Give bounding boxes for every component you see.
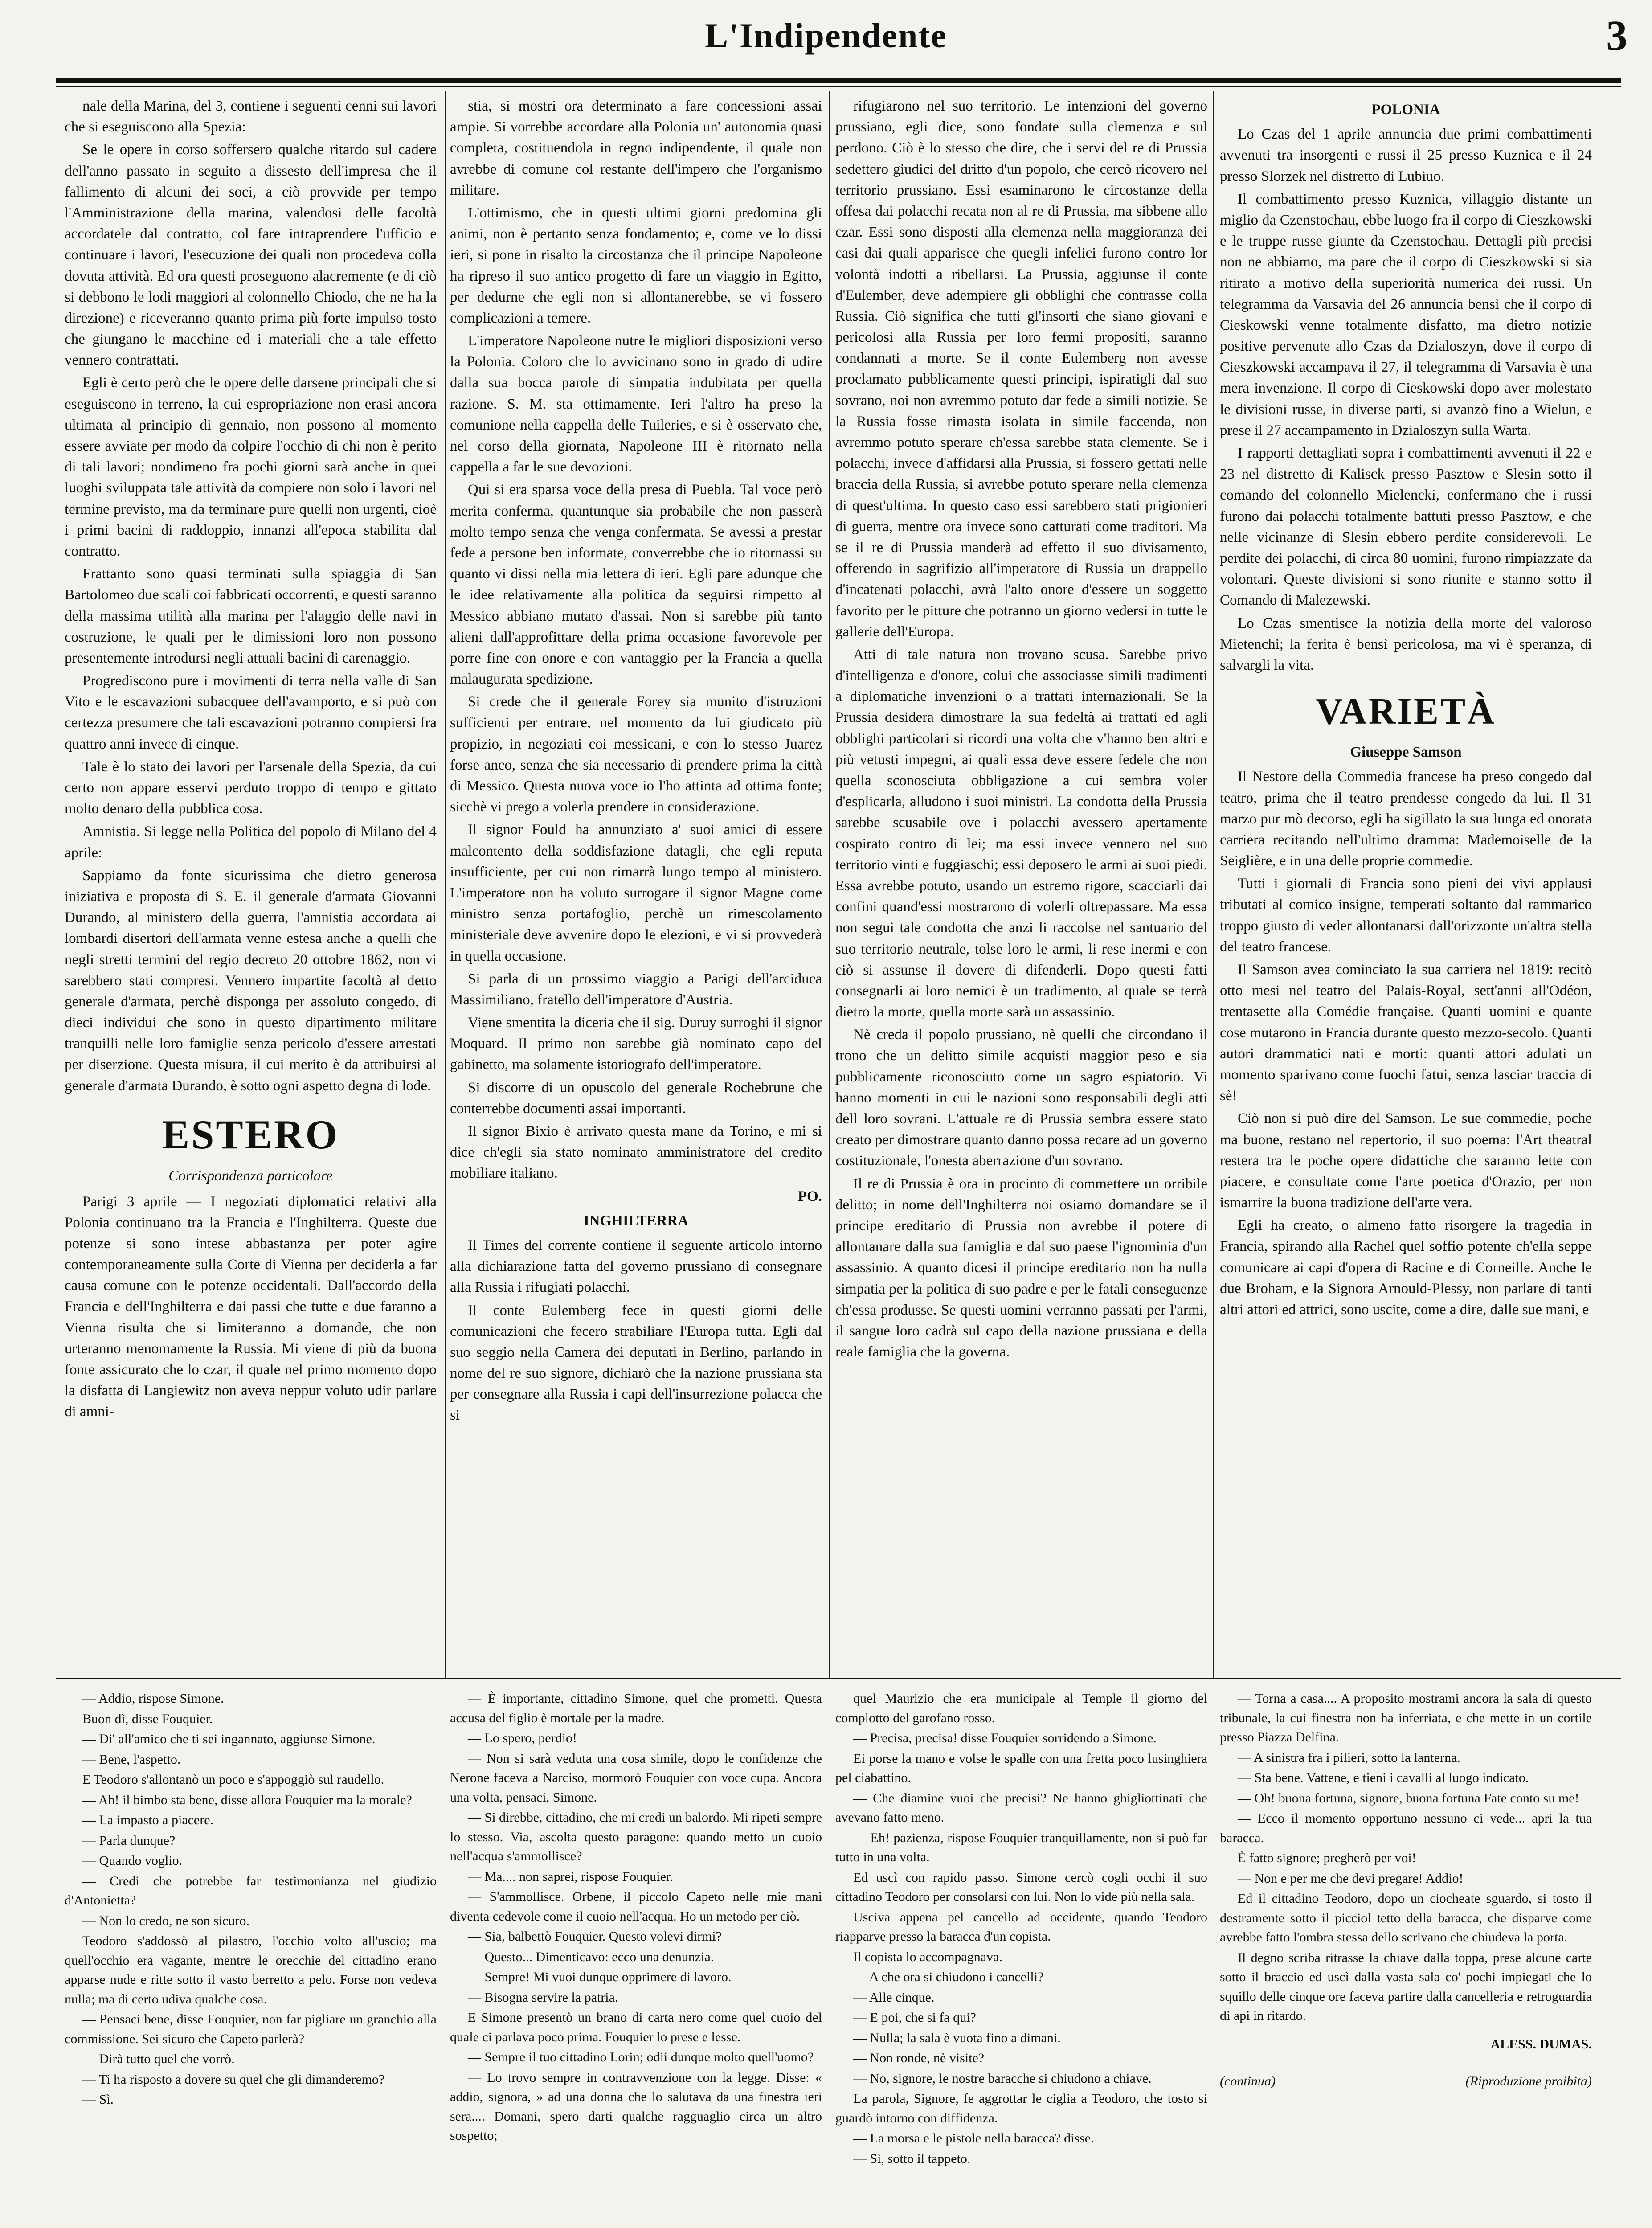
dialogue-line: E Simone presentò un brano di carta nero come quel cuoio del quale ci parlava poco prima. Fouquier lo prese e lesse. [450,2010,822,2044]
dialogue-line: — Ma.... non saprei, rispose Fouquier. [468,1869,673,1884]
dialogue-line: — Sempre! Mi vuoi dunque opprimere di lavoro. [468,1970,732,1984]
dialogue-line: — Non e per me che devi pregare! Addio! [1238,1871,1464,1886]
column-divider [829,91,830,1678]
dialogue-line: Ei porse la mano e volse le spalle con una fretta poco lusinghiera pel ciabattino. [835,1751,1207,1785]
masthead-rule [56,78,1621,83]
article-paragraph: Nè creda il popolo prussiano, nè quelli che circondano il trono che un delitto simile acquisti maggior peso e sia pubblicamente riconosciuto come un sagro espiatorio. Vi hanno momenti in cui le nazioni sono responsabili degli atti dell loro sovrani. L'attuale re di Prussia sembra essere stato creato per dimostrare quanto danno possa recare ad un governo costituzionale, l'onesta aberrazione d'un sovrano. [835,1027,1207,1169]
page-number: 3 [1606,12,1627,59]
reproduction-note: (Riproduzione proibita) [1465,2074,1592,2089]
dialogue-line: — Nulla; la sala è vuota fino a dimani. [853,2030,1061,2045]
masthead-rule-thin [56,86,1621,87]
dialogue-line: — Addio, rispose Simone. [82,1691,224,1706]
feuilleton-footer [1220,2072,1592,2091]
article-paragraph: Ciò non si può dire del Samson. Le sue commedie, poche ma buone, restano nel repertorio, il suo poema: l'Art theatral restera tra le poche opere didattiche che saranno lette con piacere, e consultate come l'arte poetica d'Orazio, per non ismarrire la buona tradizione dell'arte vera. [1220,1110,1592,1211]
author-signature: ALESS. DUMAS. [1490,2036,1592,2052]
dialogue-line: — S'ammollisce. Orbene, il piccolo Capeto nelle mie mani diventa cedevole come il cuoio nell'acqua. Ho un metodo per ciò. [450,1889,822,1924]
article-paragraph: nale della Marina, del 3, contiene i seguenti cenni sui lavori che si eseguiscono alla Spezia: [65,98,437,135]
dialogue-line: quel Maurizio che era municipale al Temple il giorno del complotto del garofano rosso. [835,1691,1207,1725]
column-divider [445,91,446,1678]
article-paragraph: Si discorre di un opuscolo del generale Rochebrune che conterrebbe documenti assai importanti. [450,1079,822,1117]
dialogue-line: Ed uscì con rapido passo. Simone cercò cogli occhi il suo cittadino Teodoro per consolarsi con lui. Non lo vide più nella sala. [835,1870,1207,1904]
column-4 [1220,96,1592,1671]
dialogue-line: — Lo trovo sempre in contravvenzione con la legge. Disse: « addio, signora, » ad una donna che lo salutava da una finestra ieri sera.... Domani, spero darti qualche ragguaglio circa un altro sospetto; [450,2070,822,2143]
continua-note: (continua) [1220,2074,1276,2089]
dialogue-line: Il degno scriba ritrasse la chiave dalla toppa, prese alcune carte sotto il braccio ed uscì dalla vasta sala co' pochi impiegati che lo squillo delle cinque ore faceva partire dalla cancelleria e retroguardia di api in ritardo. [1220,1950,1592,2023]
dialogue-line: — Dirà tutto quel che vorrò. [82,2052,235,2066]
newspaper-title: L'Indipendente [705,16,947,55]
dialogue-line: — Bisogna servire la patria. [468,1990,618,2005]
section-heading-polonia: POLONIA [1371,102,1440,118]
section-subheading: Corrispondenza particolare [168,1168,333,1184]
article-paragraph: Il signor Bixio è arrivato questa mane da Torino, e mi si dice ch'egli sia stato nominato amministratore del credito mobiliare italiano. [450,1123,822,1182]
column-divider [1213,91,1214,1678]
article-paragraph: Parigi 3 aprile — I negoziati diplomatici relativi alla Polonia continuano tra la Francia e l'Inghilterra. Queste due potenze si sono intese abbastanza per poter agire contemporaneamente sulla Corte di Vienna per deciderla a far causa comune con le potenze occidentali. Dall'accordo della Francia e dell'Inghilterra e dai passi che tutte e due faranno a Vienna risulta che si limiteranno a domande, che non urteranno menomamente la Russia. Mi viene di più da buona fonte assicurato che lo czar, il quale nel primo momento dopo la disfatta di Langiewitz non aveva neppur voluto udir parlare di amni- [65,1193,437,1420]
article-paragraph: I rapporti dettagliati sopra i combattimenti avvenuti il 22 e 23 nel distretto di Kalisck presso Pasztow e Slesin sotto il comando del colonnello Mielencki, confermano che i russi furono dai polacchi totalmente battuti presso Pasztow, e che nelle vicinanze di Slesin ebbero perdite considerevoli. Le perdite dei polacchi, di circa 80 uomini, furono rimpiazzate da volontari. Queste divisioni si sono riunite e stanno sotto il Comando di Malezewski. [1220,445,1592,609]
article-paragraph: Il signor Fould ha annunziato a' suoi amici di essere malcontento della soddisfazione datagli, che egli reputa insufficiente, per cui non rimarrà lungo tempo al ministero. L'imperatore non ha voluto surrogare il signor Magne come ministro senza portafoglio, perchè un rimescolamento ministeriale deve avvenire dopo le elezioni, e vi si provvederà in quella occasione. [450,822,822,964]
section-subheading: Giuseppe Samson [1350,744,1462,761]
dialogue-line: — La morsa e le pistole nella baracca? disse. [853,2131,1094,2146]
article-paragraph: rifugiarono nel suo territorio. Le intenzioni del governo prussiano, egli dice, sono fondate sulla clemenza e sul perdono. Ciò è lo stesso che dire, che i servi del re di Prussia sedettero giudici del dritto d'un popolo, che cercò ricovero nel territorio prussiano. Essi esaminarono le circostanze della offesa dai polacchi recata non al re di Prussia, ma sibbene allo czar. Essi sono disposti alla clemenza nella maggioranza dei casi dai quali apparisce che quegli infelici furono contro lor volontà indotti a ribellarsi. La Prussia, aggiunse il conte d'Eulember, deve adempiere gli obblighi che contrasse colla Russia. Ciò significa che tutti gl'insorti che siano giovani e pericolosi alla Russia per loro fermi propositi, saranno condannati a morte. Se il conte Eulemberg non avesse proclamato pubblicamente questi principi, ispiratigli dal suo sovrano, noi non avremmo potuto dar fede a simili notizie. Se la Russia fosse rimasta isolata in simile faccenda, non avremmo potuto sperare ch'essa sarebbe stata clemente. Se i polacchi, invece d'affidarsi alla Prussia, si fossero gettati nelle braccia della Russia, si avrebbe potuto sperare nella clemenza di quest'ultima. In questo caso essi sarebbero stati prigionieri di guerra, mentre ora invece sono catturati come traditori. Ma se il re di Prussia manderà ad effetto il suo divisamento, offerendo in sagrifizio all'imperatore di Russia un drappello d'incatenati polacchi, avrà l'alto onore d'essere un soggetto favorito per le pitture che potranno un giorno vedersi in tutte le gallerie dell'Europa. [835,98,1207,640]
article-paragraph: Si crede che il generale Forey sia munito d'istruzioni sufficienti per entrare, nel momento da lui giudicato più propizio, in negoziati coi messicani, e con lo stesso Juarez forse anco, senza che sia necessario di prendere prima la città di Messico. Questa nuova voce io l'ho attinta ad ottima fonte; sicchè vi prego a volerla prendere in considerazione. [450,694,822,815]
article-paragraph: Amnistia. Si legge nella Politica del popolo di Milano del 4 aprile: [65,823,437,861]
column-3 [835,96,1207,1671]
dialogue-line: — E poi, che si fa qui? [853,2010,976,2025]
article-paragraph: Il Nestore della Commedia francese ha preso congedo dal teatro, prima che il teatro prendesse congedo da lui. Il 31 marzo pur mò decorso, egli ha sigillato la sua lunga ed onorata carriera recitando nell'ultimo dramma: Mademoiselle de la Seiglière, e in una delle proprie commedie. [1220,769,1592,869]
dialogue-line: — A sinistra fra i pilieri, sotto la lanterna. [1238,1750,1460,1765]
dialogue-line: — Lo spero, perdio! [468,1731,577,1745]
dialogue-line: — Si direbbe, cittadino, che mi credi un balordo. Mi ripeti sempre lo stesso. Via, ascolta questo paragone: quando metto un cuoio nell'acqua s'ammollisce? [450,1810,822,1863]
dialogue-line: — Questo... Dimenticavo: ecco una denunzia. [468,1949,714,1964]
article-paragraph: Sappiamo da fonte sicurissima che dietro generosa iniziativa e proposta di S. E. il generale d'armata Giovanni Durando, al ministero della guerra, l'amnistia accordata ai lombardi disertori dell'armata venne estesa anche a quelli che negli stretti termini del regio decreto 20 ottobre 1862, non vi sarebbero stati compresi. Vennero impartite facoltà al detto generale d'armata, perchè disponga per assoluto congedo, di dieci individui che sono in questo dipartimento militare tranquilli nelle loro famiglie senza pericolo d'essere arrestati per diserzione. Questa misura, il cui merito è da attribuirsi al generale d'armata Durando, è sotto ogni aspetto degna di lode. [65,867,437,1094]
feuilleton-column-1 [65,1689,437,2228]
dialogue-line: — Pensaci bene, disse Fouquier, non far pigliare un granchio alla commissione. Sei sicuro che Capeto parlerà? [65,2012,437,2046]
dialogue-line: — Alle cinque. [853,1990,935,2005]
article-paragraph: Frattanto sono quasi terminati sulla spiaggia di San Bartolomeo due scali coi fabbricati occorrenti, e questi saranno della massima utilità alla marina per l'alaggio delle navi in costruzione, le quali per le dimissioni loro non possono presentemente introdursi negli attuali bacini di carenaggio. [65,566,437,666]
article-paragraph: Tale è lo stato dei lavori per l'arsenale della Spezia, da cui certo non appare esservi perduto troppo di tempo e gittato molto denaro della pubblica cosa. [65,758,437,817]
dialogue-line: Usciva appena pel cancello ad occidente, quando Teodoro riapparve presso la baracca d'un copista. [835,1909,1207,1944]
dialogue-line: Ed il cittadino Teodoro, dopo un ciocheate sguardo, si tosto il destramente sotto il picciol tetto della baracca, che disparve come avrebbe fatto l'ombra stessa dello scrivano che chiudeva la porta. [1220,1891,1592,1945]
dialogue-line: — Sì. [82,2092,114,2107]
dialogue-line: Teodoro s'addossò al pilastro, l'occhio volto all'uscio; ma quell'occhio era vagante, mentre le orecchie del cittadino erano apparse nude e ritte sotto il vasto berretto a pelo. Forse non vedeva nulla; ma di certo udiva qualche cosa. [65,1933,437,2007]
dialogue-line: — Oh! buona fortuna, signore, buona fortuna Fate conto su me! [1238,1790,1579,1806]
article-paragraph: Egli è certo però che le opere delle darsene principali che si eseguiscono in terreno, la cui espropriazione non erasi ancora ultimata al principio di gennaio, non possono al momento essere avviate per modo da colpire l'occhio di chi non è perito di tali lavori; nondimeno fra pochi giorni sarà anche in quei luoghi sviluppata tale attività da compiere non solo i lavori nel termine previsto, ma da terminare pure quelli non urgenti, cioè i primi bacini di raddoppio, innanzi all'epoca stabilita dal contratto. [65,375,437,559]
article-paragraph: Viene smentita la diceria che il sig. Duruy surroghi il signor Moquard. Il primo non sarebbe già nominato capo del gabinetto, ma solamente istoriografo dell'imperatore. [450,1015,822,1073]
dialogue-line: La parola, Signore, fe aggrottar le ciglia a Teodoro, che tosto si guardò intorno con diffidenza. [835,2091,1207,2126]
article-paragraph: Atti di tale natura non trovano scusa. Sarebbe privo d'intelligenza e d'onore, colui che associasse simili tradimenti a diplomatiche invenzioni o a trattati internazionali. Se la Prussia desidera dimostrare la sua fedeltà ai trattati ed agli obblighi particolari si ricordi una volta che v'hanno ben altri e più vetusti impegni, ai quali essa deve essere fedele che non quella sconosciuta obbligazione a cui sembra voler d'esplicarla, alludono i suoi ministri. La condotta della Prussia sarebbe scusabile ove i polacchi avessero apertamente cospirato contro di lei; ma essi invece vennero nel suo territorio vinti e fuggiaschi; essi deposero le armi ai suoi piedi. Essa avrebbe potuto, usando un estremo rigore, scacciarli dai confini quand'essi mostrarono di volerli oltrepassare. Ma essa non segui tale condotta che anzi li raccolse nel santuario del suo territorio neutrale, tolse loro le armi, li rese inermi e con ciò si assunse il dovere di difenderli. Dopo questi fatti consegnarli ai loro nemici è un tradimento, al quale se terrà dietro la morte, quella morte sarà un assassinio. [835,646,1207,1020]
article-paragraph: Egli ha creato, o almeno fatto risorgere la tragedia in Francia, spirando alla Rachel quel soffio potente ch'ella seppe comunicare ai capi d'opera di Racine e di Corneille. Anche le due Broham, e la Signora Arnould-Plessy, non parlare di tanti altri attori ed attrici, sono uscite, come a dire, dalle sue mani, e [1220,1217,1592,1318]
dialogue-line: — Eh! pazienza, rispose Fouquier tranquillamente, non si può far tutto in una volta. [835,1830,1207,1864]
dialogue-line: — Ah! il bimbo sta bene, disse allora Fouquier ma la morale? [82,1792,412,1807]
feuilleton-column-3 [835,1689,1207,2228]
article-paragraph: stia, si mostri ora determinato a fare concessioni assai ampie. Si vorrebbe accordare alla Polonia un' autonomia quasi completa, costituendola in regno indipendente, il quale non avrebbe di comune col restante dell'impero che l'organismo militare. [450,98,822,198]
section-heading-inghilterra: INGHILTERRA [583,1212,689,1229]
article-paragraph: Lo Czas del 1 aprile annuncia due primi combattimenti avvenuti tra insorgenti e russi il 25 presso Kuznica e il 24 presso Slorzek nel distretto di Lubiuo. [1220,126,1592,184]
article-paragraph: L'ottimismo, che in questi ultimi giorni predomina gli animi, non è pertanto senza fondamento; e, come ve lo dissi ieri, si pone in risalto la circostanza che il principe Napoleone ha ripreso il suo antico progetto di fare un viaggio in Egitto, per dedurne che egli non si allontanerebbe, se vi fossero complicazioni a temere. [450,205,822,326]
dialogue-line: — A che ora si chiudono i cancelli? [853,1970,1044,1984]
dialogue-line: — Sempre il tuo cittadino Lorin; odii dunque molto quell'uomo? [468,2050,814,2064]
column-2 [450,96,822,1671]
dialogue-line: — Di' all'amico che ti sei ingannato, aggiunse Simone. [82,1732,376,1746]
dialogue-line: — Sta bene. Vattene, e tieni i cavalli al luogo indicato. [1238,1770,1529,1785]
dialogue-line: — No, signore, le nostre baracche si chiudono a chiave. [853,2071,1152,2086]
article-paragraph: Il re di Prussia è ora in procinto di commettere un orribile delitto; in nome dell'Inghilterra noi osiamo domandare se il principe ereditario di Prussia non avrebbe il potere di allontanare dalla sua famiglia e dal suo paese l'ignominia d'un assassinio. A quanto dicesi il principe ereditario non ha nulla simpatia per la politica di suo padre e per le fatali conseguenze ch'essa produsse. Se questi uomini verranno passati per l'armi, il sangue loro cadrà sul capo della nazione prussiana e della reale famiglia che la governa. [835,1175,1207,1360]
article-paragraph: Il conte Eulemberg fece in questi giorni delle comunicazioni che fecero strabiliare l'Europa tutta. Egli dal suo seggio nella Camera dei deputati in Berlino, parlando in nome del re suo signore, dichiarò che la nazione prussiana sta per consegnare alla Russia i capi dell'insurrezione polacca che si [450,1302,822,1424]
column-1 [65,96,437,1671]
article-paragraph: Si parla di un prossimo viaggio a Parigi dell'arciduca Massimiliano, fratello dell'imperatore d'Austria. [450,971,822,1008]
dialogue-line: — La impasto a piacere. [82,1813,214,1827]
dialogue-line: — Ecco il momento opportuno nessuno ci vede... apri la tua baracca. [1220,1811,1592,1845]
article-paragraph: Tutti i giornali di Francia sono pieni dei vivi applausi tributati al comico insigne, temperati soltanto dal rammarico troppo giusto di veder allontanarsi dall'orizzonte un'altra stella del teatro francese. [1220,876,1592,955]
dialogue-line: — Non si sarà veduta una cosa simile, dopo le confidenze che Nerone faceva a Narciso, mormorò Fouquier con voce cupa. Ancora una volta, pensaci, Simone. [450,1751,822,1805]
dialogue-line: — Quando voglio. [82,1853,183,1868]
section-heading-varieta: VARIETÀ [1316,691,1496,733]
dialogue-line: — Che diamine vuoi che precisi? Ne hanno ghigliottinati che avevano fatto meno. [835,1790,1207,1825]
dialogue-line: È fatto signore; pregherò per voi! [1238,1851,1416,1865]
dialogue-line: — Non ronde, nè visite? [853,2051,985,2065]
dialogue-line: — Credi che potrebbe far testimonianza nel giudizio d'Antonietta? [65,1873,437,1908]
dialogue-line: — Ti ha risposto a dovere su quel che gli dimanderemo? [82,2072,385,2087]
section-heading-estero: ESTERO [162,1111,339,1157]
article-paragraph: Il Times del corrente contiene il seguente articolo intorno alla dichiarazione fatta del governo prussiano di consegnare alla Russia i rifugiati polacchi. [450,1237,822,1296]
dialogue-line: — Sia, balbettò Fouquier. Questo volevi dirmi? [468,1929,722,1944]
dialogue-line: — Non lo credo, ne son sicuro. [82,1913,249,1928]
article-paragraph: Lo Czas smentisce la notizia della morte del valoroso Mietenchi; la ferita è bensì pericolosa, ma vi è speranza, di salvargli la vita. [1220,615,1592,673]
dialogue-line: — Torna a casa.... A proposito mostrami ancora la sala di questo tribunale, la cui finestra non ha inferriata, e che mette in un cortile presso Piazza Delfina. [1220,1691,1592,1745]
dialogue-line: Buon dì, disse Fouquier. [82,1711,213,1726]
dialogue-line: — Sì, sotto il tappeto. [853,2151,971,2166]
dialogue-line: — Precisa, precisa! disse Fouquier sorridendo a Simone. [853,1731,1157,1745]
article-paragraph: Il Samson avea cominciato la sua carriera nel 1819: recitò otto mesi nel teatro del Palais-Royal, sett'anni all'Odéon, trentasette alla Comédie française. Quanti uomini e quante cose mutarono in Francia durante questo mezzo-secolo. Quanti autori drammatici nati e morti: quanti attori adulati un momento sparivano come fuochi fatui, senza lasciar traccia di sè! [1220,962,1592,1104]
dialogue-line: Il copista lo accompagnava. [853,1949,1002,1964]
dialogue-line: — Bene, l'aspetto. [82,1752,181,1767]
article-paragraph: L'imperatore Napoleone nutre le migliori disposizioni verso la Polonia. Coloro che lo avvicinano sono in grado di udire dalla sua bocca parole di simpatia indubitata per quella razione. S. M. sta ottimamente. Ieri l'altro ha preso la comunione nella cappella delle Tuileries, e si è osservato che, nel corso della giornata, Napoleone III è ritornato nella cappella a far le sue devozioni. [450,333,822,475]
article-paragraph: Progrediscono pure i movimenti di terra nella valle di San Vito e le escavazioni subacquee dell'avamporto, e si può con certezza presumere che tali escavazioni potranno compiersi fra quattro anni invece di cinque. [65,673,437,752]
dialogue-line: E Teodoro s'allontanò un poco e s'appoggiò sul raudello. [82,1772,384,1787]
feuilleton-rule [56,1678,1621,1679]
article-paragraph: Il combattimento presso Kuznica, villaggio distante un miglio da Czenstochau, ebbe luogo fra il corpo di Cieszkowski e le truppe russe giunte da Czenstochau. Dettagli più precisi non ne abbiamo, ma pare che il corpo di Cieszkowski si sia ritirato a motivo della superiorità numerica dei russi. Un telegramma da Varsavia del 26 annuncia bensì che il corpo di Cieskowski venne totalmente disfatto, ma dietro notizie positive pervenute allo Czas da Dzialoszyn, dove il corpo di Cieszkowski accampava il 27, il telegramma di Varsavia è una mera invenzione. Il corpo di Cieskowski dopo aver molestato le divisioni russe, in diverse parti, si avanzò fino a Wielun, e prese il 27 accampamento in Dzialoszyn sulla Warta. [1220,191,1592,438]
article-paragraph: Se le opere in corso soffersero qualche ritardo sul cadere dell'anno passato in seguito a dissesto dell'impresa che il fallimento di alcuni dei soci, a ciò provvide per tempo l'Amministrazione della marina, valendosi delle facoltà accordatele dal contratto, col fare intraprendere l'ufficio e continuare i lavori, l'esecuzione dei quali non procedeva colla dovuta attività. Ed ora questi proseguono alacremente (e di ciò si debbono le lodi maggiori al colonnello Chiodo, che ne ha la direzione) e riceveranno quanto prima più forte impulso tosto che giungano le macchine ed i materiali che a tale effetto vennero contrattati. [65,142,437,369]
masthead [0,9,1652,71]
dialogue-line: — È importante, cittadino Simone, quel che prometti. Questa accusa del figlio è mortale per la madre. [450,1691,822,1725]
feuilleton-column-2 [450,1689,822,2228]
article-paragraph: Qui si era sparsa voce della presa di Puebla. Tal voce però merita conferma, quantunque sia probabile che non passerà molto tempo senza che venga confermata. Se avessi a prestar fede a persone ben informate, converrebbe che io ritornassi su quanto vi dissi nella mia lettera di ieri. Egli pare adunque che le idee relativamente alla politica da seguirsi rimpetto al Messico abbiano mutato d'assai. Non si sarebbe più tanto alieni dall'approfittare della prima occasione favorevole per porre fine con onore e con vantaggio per la Francia a quella malaugurata spedizione. [450,482,822,688]
feuilleton-column-4 [1220,1689,1592,2228]
dialogue-line: — Parla dunque? [82,1833,176,1848]
article-signature: PO. [797,1188,822,1204]
